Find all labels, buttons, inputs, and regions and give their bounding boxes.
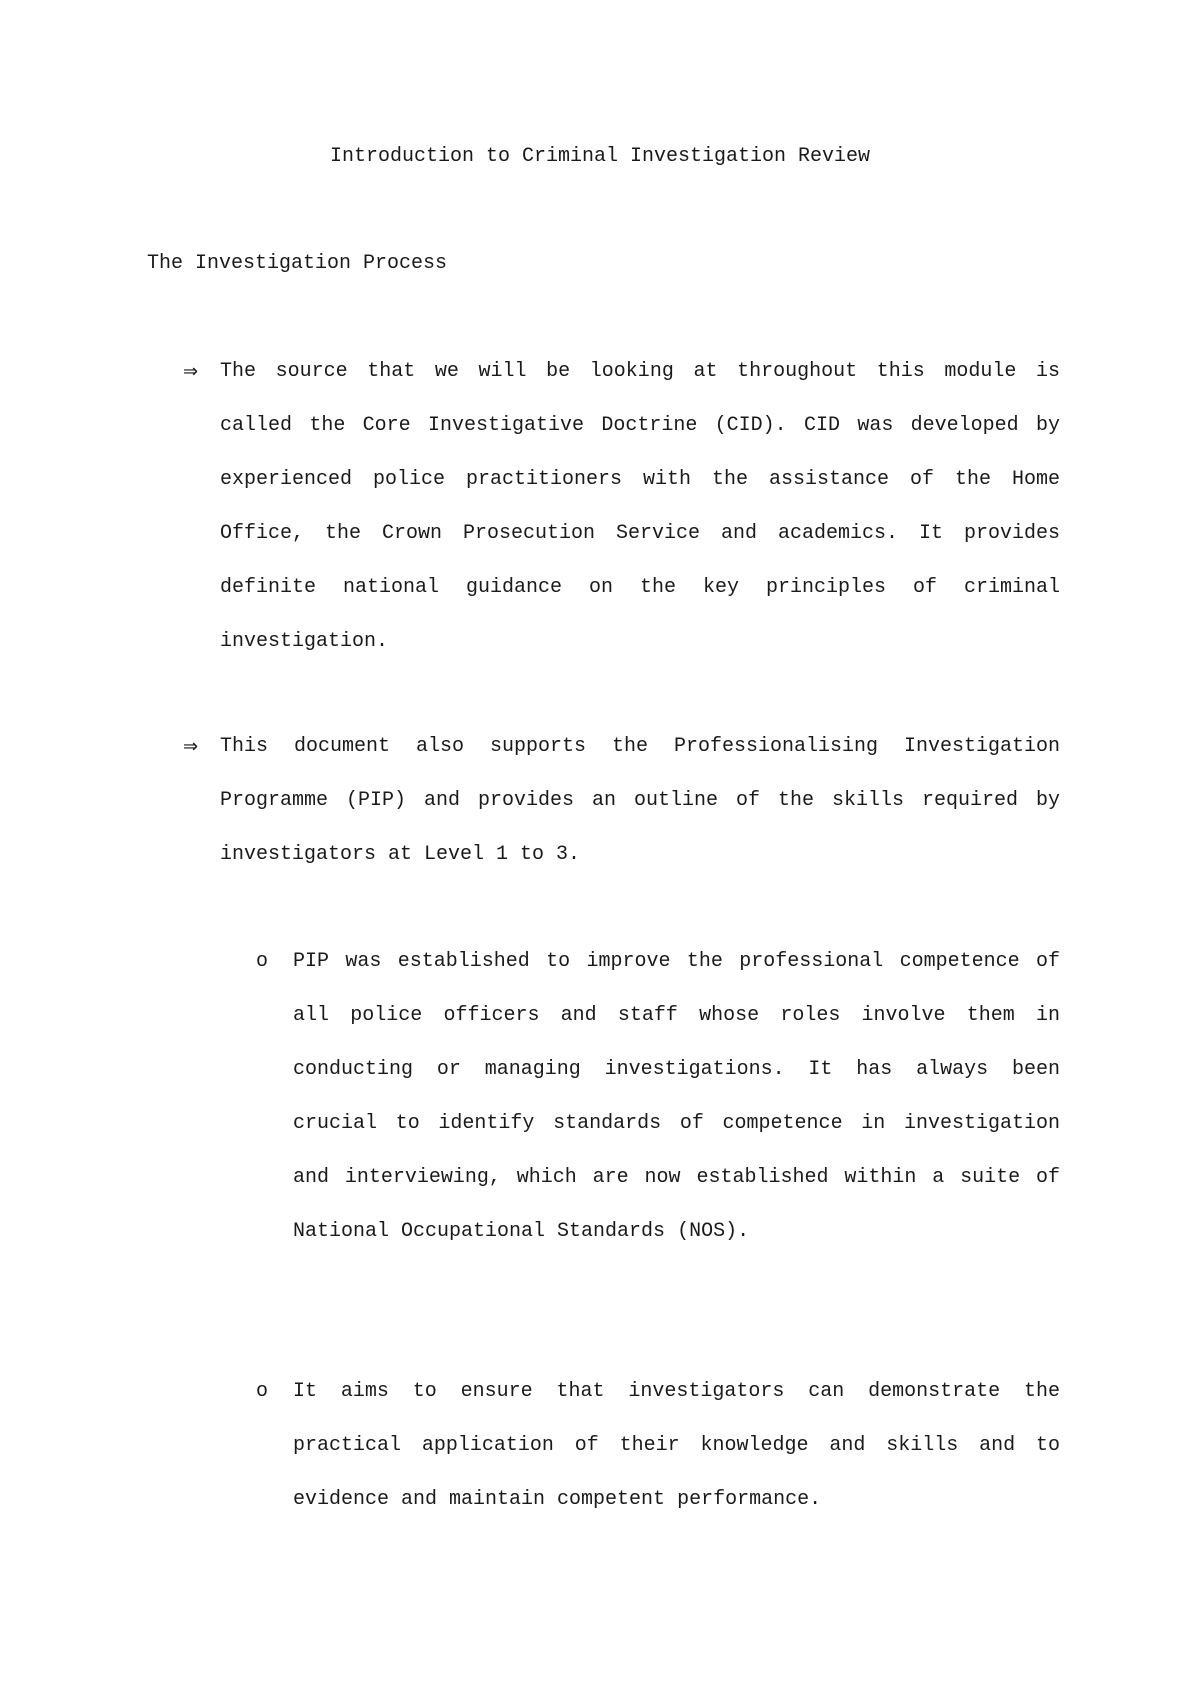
circle-bullet-icon: o xyxy=(256,950,269,973)
sub-bullet-item xyxy=(256,948,1060,1272)
arrow-bullet-item xyxy=(183,733,1060,895)
sub-bullet-text: It aims to ensure that investigators can demonstrate the practical application of their knowledge and skills and to evidence and maintain competent performance. xyxy=(293,1380,1060,1511)
sub-bullet-text: PIP was established to improve the professional competence of all police officers and staff whose roles involve them in conducting or managing investigations. It has always been crucial to identify standards of competence in investigation and interviewing, which are now established within a suite of National Occupational Standards (NOS). xyxy=(293,950,1060,1243)
circle-bullet-icon: o xyxy=(256,1380,269,1403)
bullet-text: This document also supports the Professionalising Investigation Programme (PIP) and provides an outline of the skills required by investigators at Level 1 to 3. xyxy=(220,735,1060,866)
sub-bullet-item xyxy=(256,1378,1060,1540)
section-heading: The Investigation Process xyxy=(147,252,448,275)
bullet-text: The source that we will be looking at throughout this module is called the Core Investigative Doctrine (CID). CID was developed by experienced police practitioners with the assistance of the Home Office, the Crown Prosecution Service and academics. It provides definite national guidance on the key principles of criminal investigation. xyxy=(220,360,1060,653)
arrow-bullet-item xyxy=(183,358,1060,682)
right-arrow-icon: ⇒ xyxy=(183,361,199,382)
document-title: Introduction to Criminal Investigation Review xyxy=(329,145,871,168)
right-arrow-icon: ⇒ xyxy=(183,736,199,757)
